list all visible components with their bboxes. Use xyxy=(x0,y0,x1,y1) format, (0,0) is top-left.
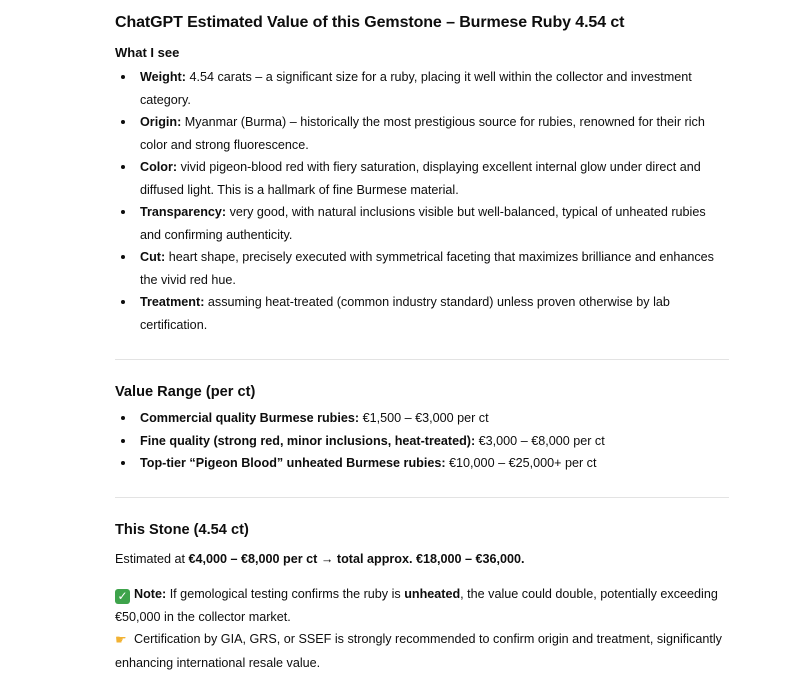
item-label: Color: xyxy=(140,160,178,174)
bullet-icon xyxy=(121,75,125,79)
item-label: Origin: xyxy=(140,115,182,129)
bullet-icon xyxy=(121,210,125,214)
bullet-icon xyxy=(121,461,125,465)
bullet-icon xyxy=(121,439,125,443)
note-paragraph xyxy=(115,583,729,674)
item-label: Transparency: xyxy=(140,205,227,219)
check-mark-emoji-icon: ✓ xyxy=(115,589,130,604)
item-text: 4.54 carats – a significant size for a ruby, placing it well within the collector and investment category. xyxy=(140,70,692,107)
list-item xyxy=(115,291,729,336)
list-item xyxy=(115,407,729,430)
item-text: €3,000 – €8,000 per ct xyxy=(478,433,605,448)
note-label: Note: xyxy=(134,587,167,601)
estimate-paragraph xyxy=(115,548,729,571)
item-text: very good, with natural inclusions visible but well-balanced, typical of unheated rubies and confirming authenticity. xyxy=(140,205,706,242)
bullet-icon xyxy=(121,416,125,420)
note-text-end: , the value could double, potentially exceeding €50,000 in the collector market. xyxy=(115,587,718,624)
item-text: vivid pigeon-blood red with fiery saturation, displaying excellent internal glow under direct and diffused light. This is a hallmark of fine Burmese material. xyxy=(140,160,701,197)
item-text: €10,000 – €25,000+ per ct xyxy=(449,456,597,470)
bullet-icon xyxy=(121,165,125,169)
item-label: Cut: xyxy=(140,250,166,264)
list-item xyxy=(115,430,729,453)
this-stone-heading: This Stone (4.54 ct) xyxy=(115,522,249,538)
item-label: Top-tier “Pigeon Blood” unheated Burmese rubies: xyxy=(140,456,446,470)
list-item xyxy=(115,111,729,156)
list-item xyxy=(115,156,729,201)
item-label: Commercial quality Burmese rubies: xyxy=(140,411,360,425)
item-text: heart shape, precisely executed with symmetrical faceting that maximizes brilliance and enhances the vivid red hue. xyxy=(140,250,714,287)
estimate-prefix: Estimated at xyxy=(115,552,185,566)
item-text: €1,500 – €3,000 per ct xyxy=(362,411,489,425)
note-text-start: If gemological testing confirms the ruby is xyxy=(169,587,401,601)
item-text: Myanmar (Burma) – historically the most prestigious source for rubies, renowned for their rich color and strong fluorescence. xyxy=(140,115,705,152)
item-label: Fine quality (strong red, minor inclusions, heat-treated): xyxy=(140,433,476,448)
divider xyxy=(115,497,729,498)
item-label: Weight: xyxy=(140,70,186,84)
list-item xyxy=(115,66,729,111)
estimate-value: €4,000 – €8,000 per ct → total approx. €18,000 – €36,000. xyxy=(188,552,525,566)
pointing-hand-emoji-icon: ☛ xyxy=(115,632,127,647)
list-item xyxy=(115,201,729,246)
value-range-heading: Value Range (per ct) xyxy=(115,384,256,400)
list-item xyxy=(115,452,729,475)
certification-text: Certification by GIA, GRS, or SSEF is strongly recommended to confirm origin and treatment, significantly enhancing international resale value. xyxy=(115,632,722,670)
bullet-icon xyxy=(121,120,125,124)
item-text: assuming heat-treated (common industry standard) unless proven otherwise by lab certification. xyxy=(140,295,670,332)
list-item xyxy=(115,246,729,291)
bullet-icon xyxy=(121,255,125,259)
value-range-list xyxy=(115,407,729,475)
item-label: Treatment: xyxy=(140,295,205,309)
page-title: ChatGPT Estimated Value of this Gemstone – Burmese Ruby 4.54 ct xyxy=(115,14,625,31)
what-i-see-heading: What I see xyxy=(115,45,180,60)
note-bold: unheated xyxy=(404,587,461,601)
divider xyxy=(115,359,729,360)
what-i-see-list xyxy=(115,66,729,336)
bullet-icon xyxy=(121,300,125,304)
